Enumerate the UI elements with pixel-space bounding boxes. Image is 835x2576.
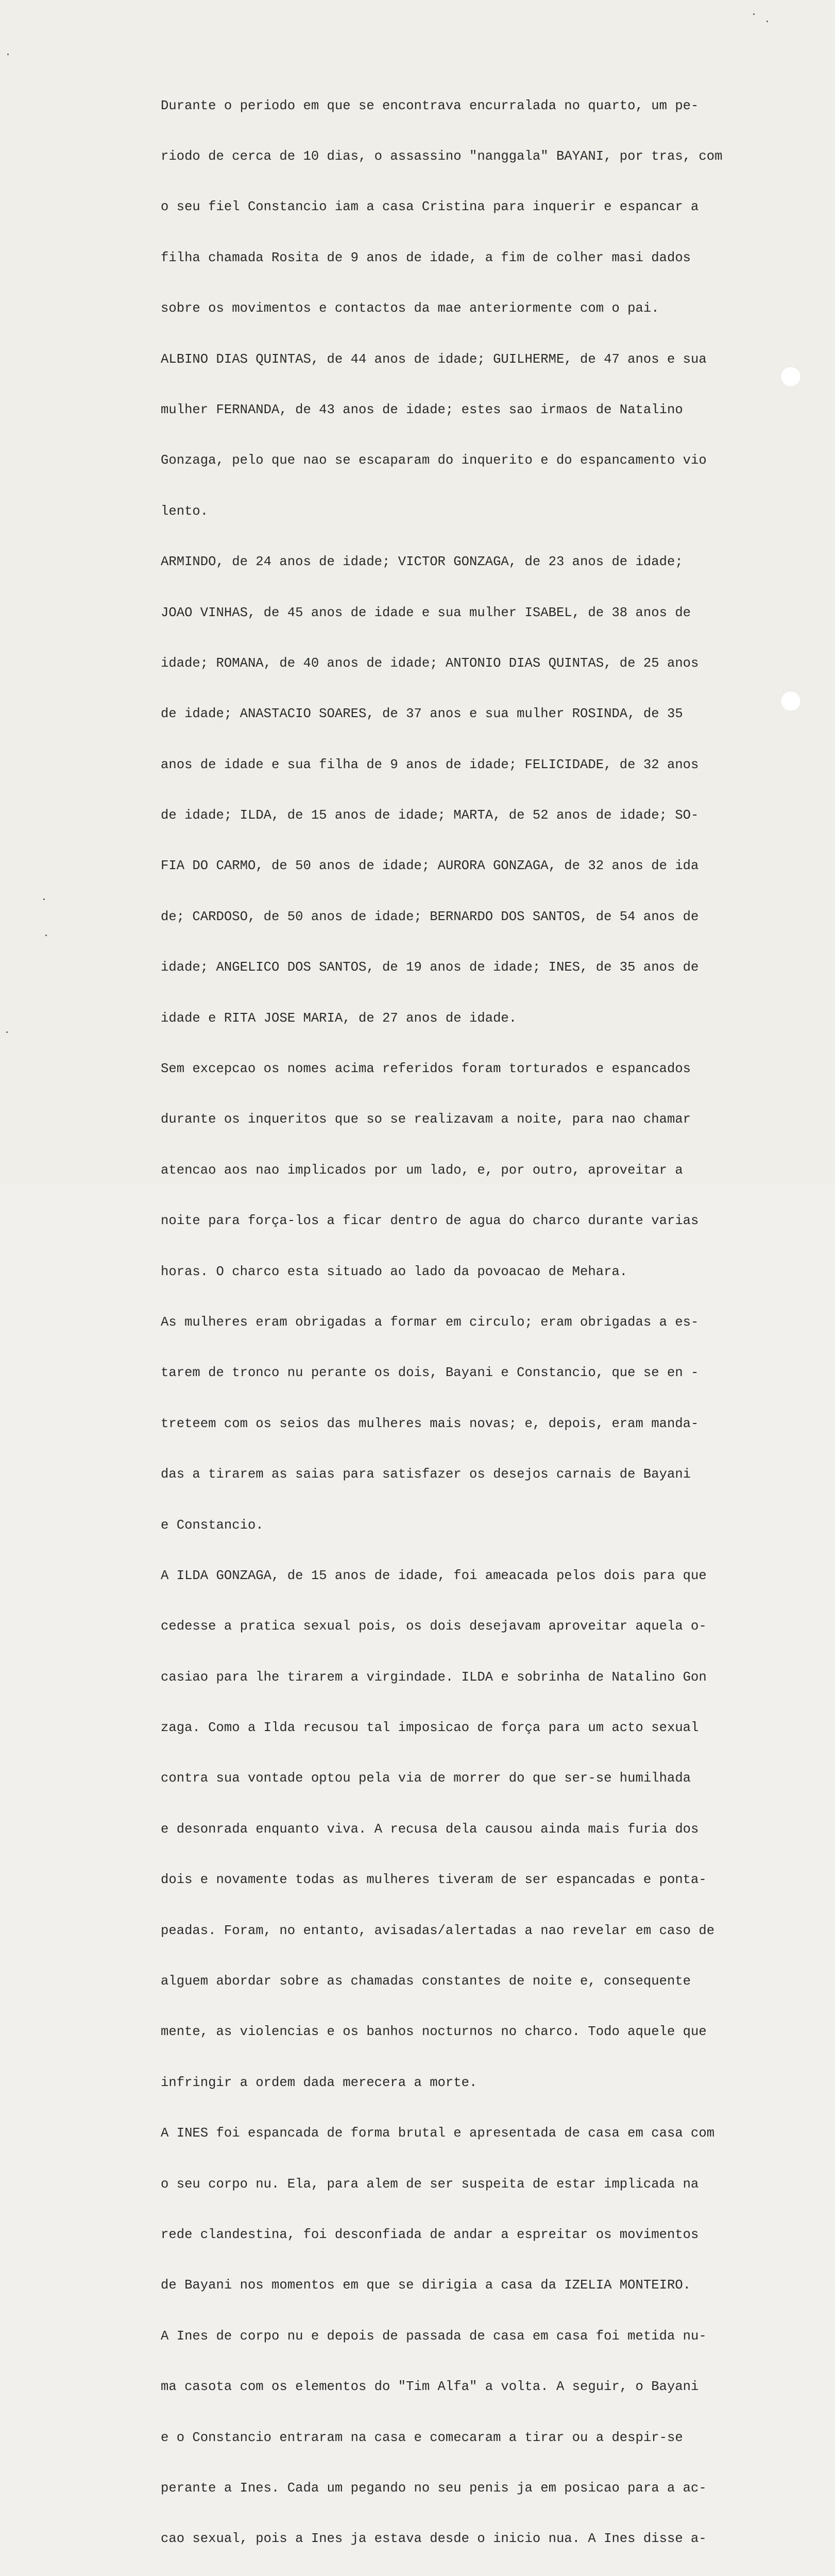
- text-line: A Ines de corpo nu e depois de passada de casa em casa foi metida nu-: [161, 2328, 707, 2344]
- text-line: ma casota com os elementos do "Tim Alfa" a volta. A seguir, o Bayani: [161, 2379, 699, 2395]
- text-line: A INES foi espancada de forma brutal e apresentada de casa em casa com: [161, 2126, 715, 2141]
- text-line: alguem abordar sobre as chamadas constantes de noite e, consequente: [161, 1974, 691, 1989]
- text-line: ALBINO DIAS QUINTAS, de 44 anos de idade; GUILHERME, de 47 anos e sua: [161, 351, 707, 367]
- text-line: Sem excepcao os nomes acima referidos foram torturados e espancados: [161, 1061, 691, 1077]
- text-line: contra sua vontade optou pela via de morrer do que ser-se humilhada: [161, 1771, 691, 1786]
- text-line: mente, as violencias e os banhos nocturnos no charco. Todo aquele que: [161, 2024, 707, 2040]
- typed-text-body: [161, 64, 785, 2576]
- text-line: horas. O charco esta situado ao lado da povoacao de Mehara.: [161, 1264, 628, 1279]
- text-line: As mulheres eram obrigadas a formar em circulo; eram obrigadas a es-: [161, 1314, 699, 1330]
- text-line: JOAO VINHAS, de 45 anos de idade e sua mulher ISABEL, de 38 anos de: [161, 605, 691, 620]
- text-line: cao sexual, pois a Ines ja estava desde o inicio nua. A Ines disse a-: [161, 2531, 707, 2547]
- text-line: dois e novamente todas as mulheres tiveram de ser espancadas e ponta-: [161, 1872, 707, 1888]
- text-line: de; CARDOSO, de 50 anos de idade; BERNARDO DOS SANTOS, de 54 anos de: [161, 909, 699, 924]
- text-line: de idade; ANASTACIO SOARES, de 37 anos e sua mulher ROSINDA, de 35: [161, 706, 683, 722]
- text-line: das a tirarem as saias para satisfazer os desejos carnais de Bayani: [161, 1467, 691, 1482]
- text-line: ARMINDO, de 24 anos de idade; VICTOR GONZAGA, de 23 anos de idade;: [161, 554, 683, 570]
- text-line: cedesse a pratica sexual pois, os dois desejavam aproveitar aquela o-: [161, 1619, 707, 1634]
- text-line: filha chamada Rosita de 9 anos de idade, a fim de colher masi dados: [161, 250, 691, 265]
- text-line: idade e RITA JOSE MARIA, de 27 anos de idade.: [161, 1010, 517, 1026]
- text-line: mulher FERNANDA, de 43 anos de idade; estes sao irmaos de Natalino: [161, 402, 683, 417]
- text-line: treteem com os seios das mulheres mais novas; e, depois, eram manda-: [161, 1416, 699, 1431]
- text-line: Gonzaga, pelo que nao se escaparam do inquerito e do espancamento vio: [161, 453, 707, 468]
- text-line: A ILDA GONZAGA, de 15 anos de idade, foi ameacada pelos dois para que: [161, 1568, 707, 1583]
- text-line: o seu fiel Constancio iam a casa Cristina para inquerir e espancar a: [161, 199, 699, 215]
- text-line: idade; ROMANA, de 40 anos de idade; ANTONIO DIAS QUINTAS, de 25 anos: [161, 655, 699, 671]
- text-line: de Bayani nos momentos em que se dirigia a casa da IZELIA MONTEIRO.: [161, 2278, 691, 2293]
- text-line: noite para força-los a ficar dentro de agua do charco durante varias: [161, 1213, 699, 1229]
- text-line: atencao aos nao implicados por um lado, e, por outro, aproveitar a: [161, 1162, 683, 1178]
- speck: [6, 1031, 8, 1033]
- text-line: e Constancio.: [161, 1517, 264, 1533]
- text-line: de idade; ILDA, de 15 anos de idade; MARTA, de 52 anos de idade; SO-: [161, 808, 699, 823]
- text-line: sobre os movimentos e contactos da mae anteriormente com o pai.: [161, 301, 659, 316]
- speck: [43, 899, 45, 900]
- text-line: FIA DO CARMO, de 50 anos de idade; AURORA GONZAGA, de 32 anos de ida: [161, 858, 699, 874]
- text-line: e o Constancio entraram na casa e comecaram a tirar ou a despir-se: [161, 2430, 683, 2445]
- text-line: zaga. Como a Ilda recusou tal imposicao de força para um acto sexual: [161, 1720, 699, 1736]
- text-line: idade; ANGELICO DOS SANTOS, de 19 anos de idade; INES, de 35 anos de: [161, 960, 699, 975]
- text-line: e desonrada enquanto viva. A recusa dela causou ainda mais furia dos: [161, 1821, 699, 1837]
- text-line: o seu corpo nu. Ela, para alem de ser suspeita de estar implicada na: [161, 2176, 699, 2192]
- text-line: Durante o periodo em que se encontrava encurralada no quarto, um pe-: [161, 98, 699, 113]
- text-line: casiao para lhe tirarem a virgindade. ILDA e sobrinha de Natalino Gon: [161, 1669, 707, 1685]
- speck: [45, 935, 47, 936]
- text-line: peadas. Foram, no entanto, avisadas/alertadas a nao revelar em caso de: [161, 1923, 715, 1938]
- text-line: perante a Ines. Cada um pegando no seu penis ja em posicao para a ac-: [161, 2480, 707, 2496]
- speck: [766, 21, 768, 22]
- text-line: durante os inqueritos que so se realizavam a noite, para nao chamar: [161, 1112, 691, 1127]
- speck: [753, 13, 755, 15]
- text-line: infringir a ordem dada merecera a morte.: [161, 2075, 478, 2090]
- text-line: anos de idade e sua filha de 9 anos de idade; FELICIDADE, de 32 anos: [161, 757, 699, 772]
- text-line: tarem de tronco nu perante os dois, Bayani e Constancio, que se en -: [161, 1365, 699, 1381]
- text-line: lento.: [161, 503, 209, 519]
- text-line: rede clandestina, foi desconfiada de andar a espreitar os movimentos: [161, 2227, 699, 2242]
- text-line: riodo de cerca de 10 dias, o assassino "nanggala" BAYANI, por tras, com: [161, 148, 723, 164]
- speck: [7, 54, 9, 55]
